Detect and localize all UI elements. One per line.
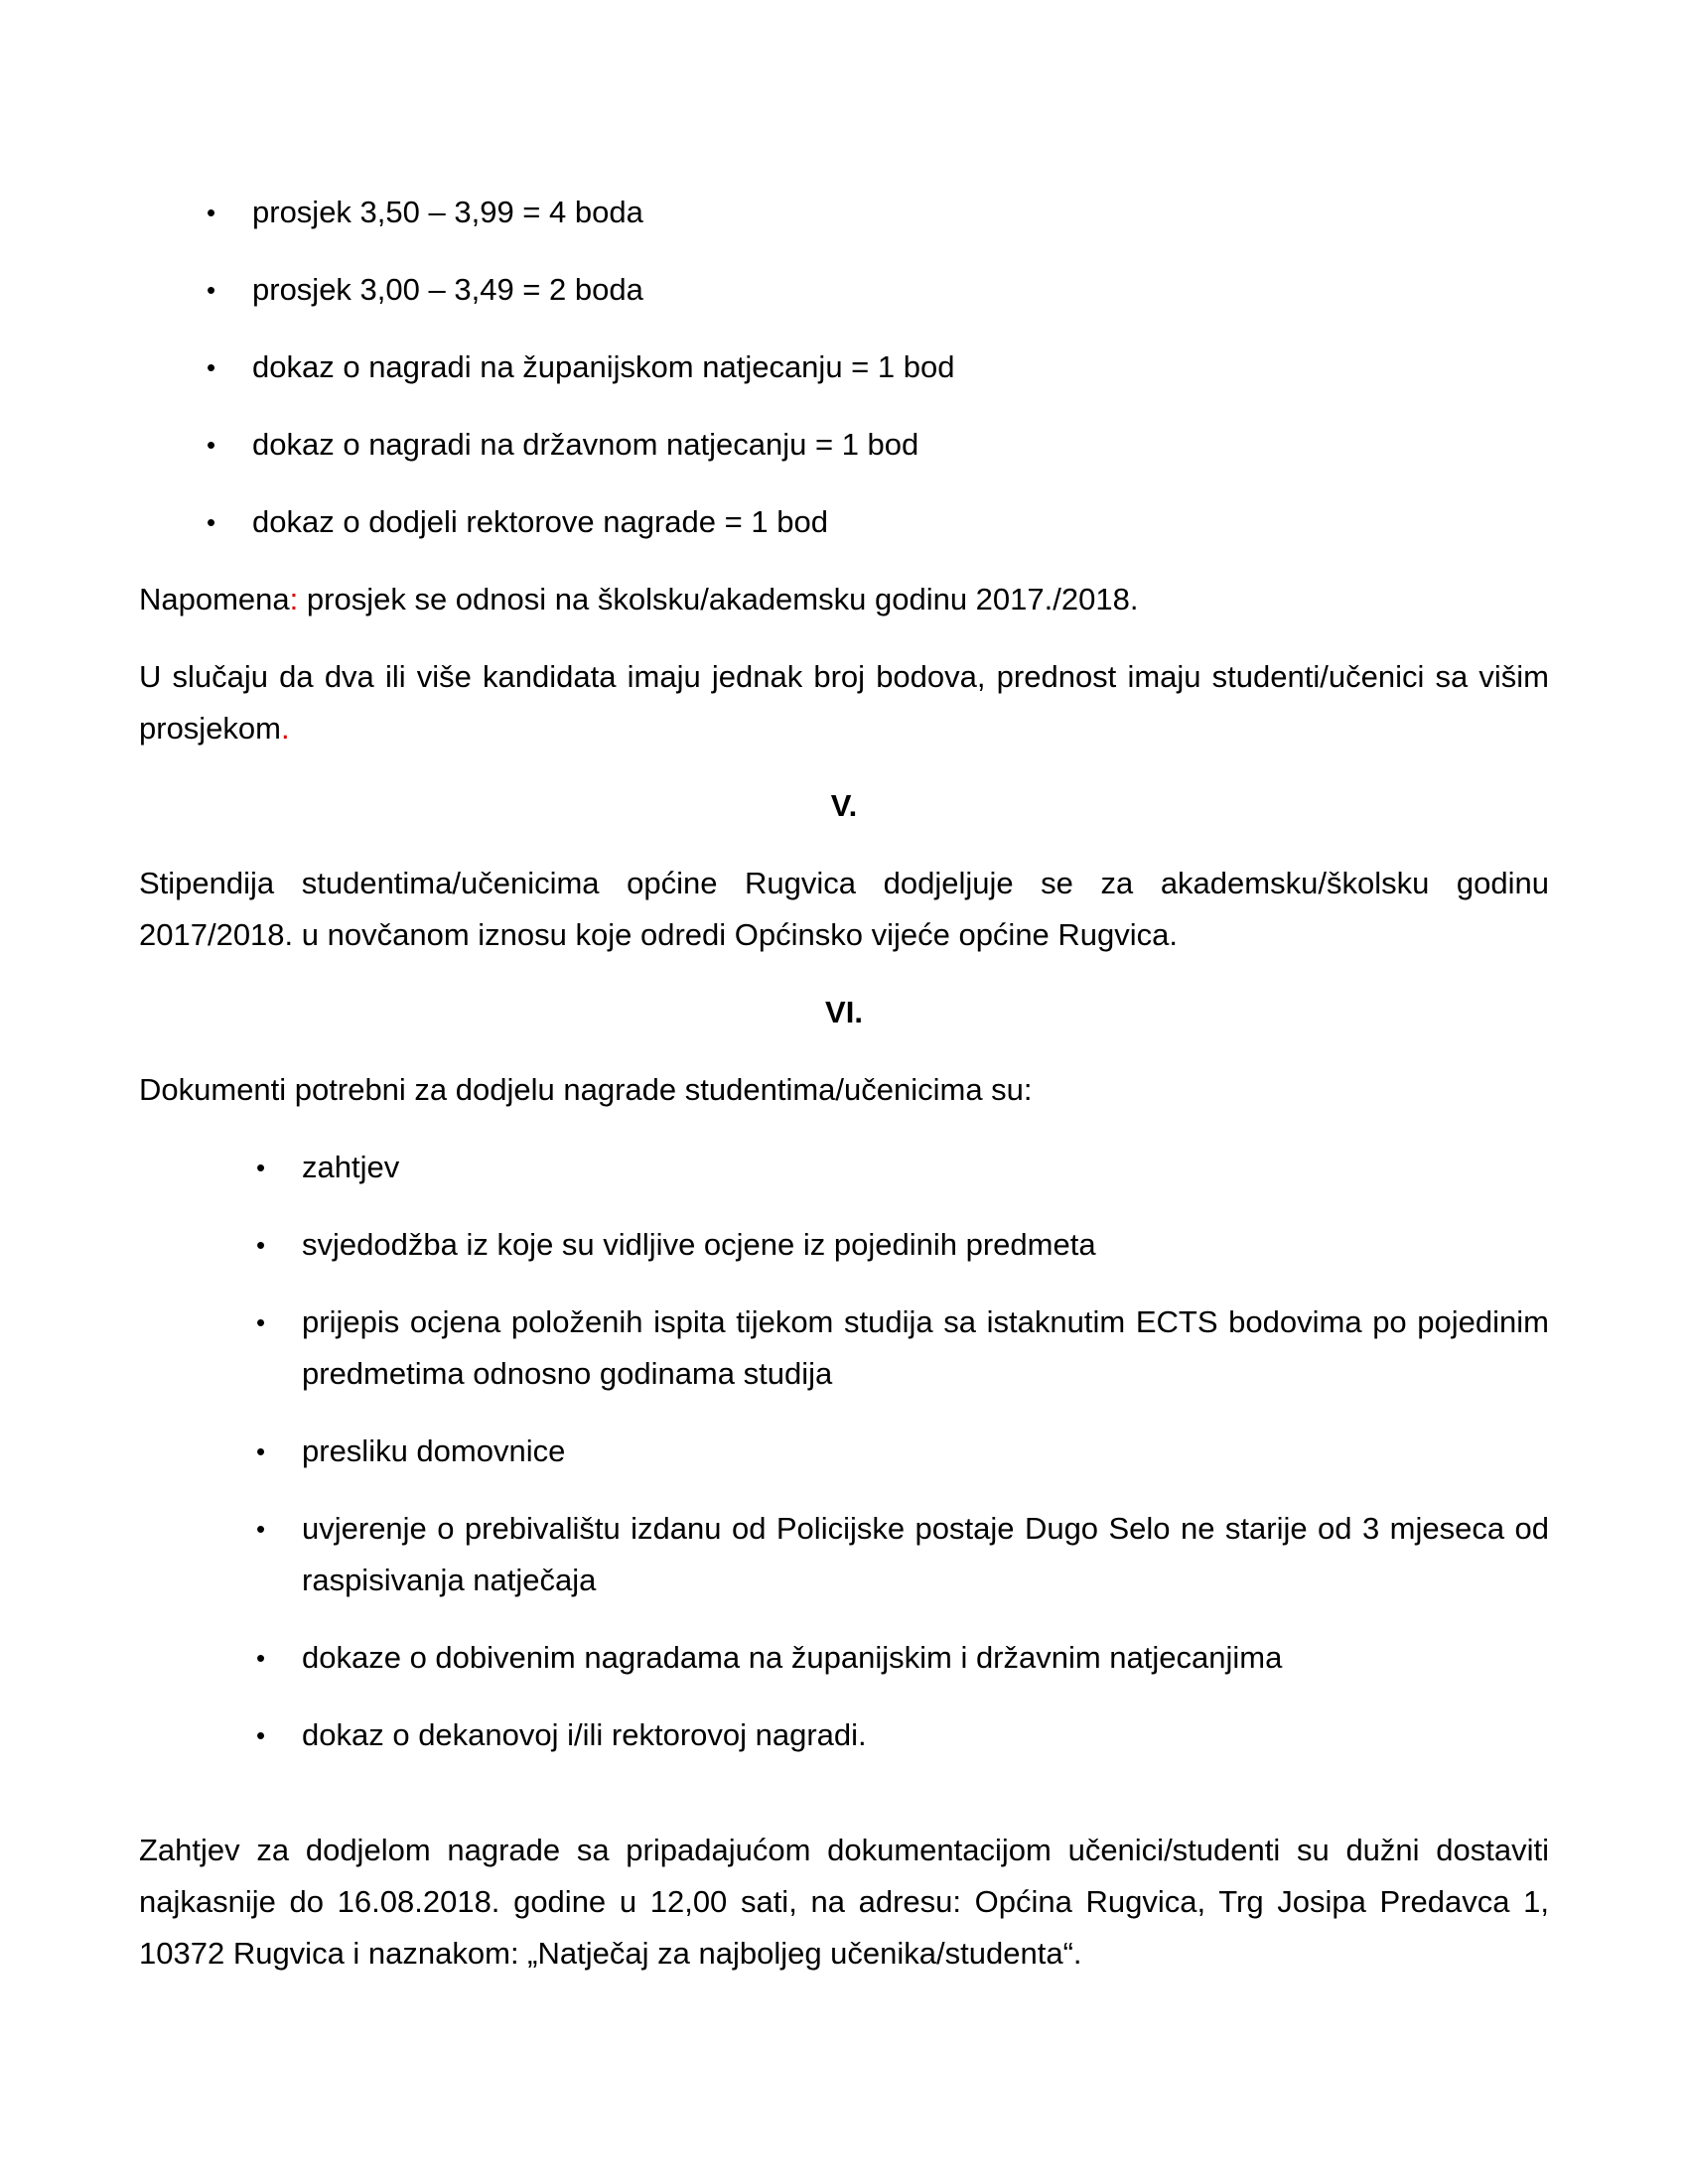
closing-paragraph: Zahtjev za dodjelom nagrade sa pripadajućom dokumentacijom učenici/studenti su dužni dostaviti najkasnije do 16.08.2018. godine u 12,00 sati, na adresu: Općina Rugvica, Trg Josipa Predavca 1, 10372 Rugvica i naznakom: „Natječaj za najboljeg učenika/studenta“. [139,1833,1549,1971]
bullet-icon: • [207,430,216,460]
document-item-text: uvjerenje o prebivalištu izdanu od Policijske postaje Dugo Selo ne starije od 3 mjeseca od raspisivanja natječaja [302,1511,1549,1597]
section-vi-heading: VI. [825,995,863,1029]
document-item-text: dokaz o dekanovoj i/ili rektorovoj nagradi. [302,1717,867,1752]
criteria-bullet-list [139,187,1549,548]
napomena-paragraph [139,574,1549,625]
bullet-icon: • [207,507,216,537]
tie-break-text: U slučaju da dva ili više kandidata imaju jednak broj bodova, prednost imaju studenti/učenici sa višim prosjekom [139,659,1549,746]
bullet-icon: • [207,352,216,382]
section-v-heading: V. [830,788,858,823]
bullet-icon: • [256,1307,266,1337]
bullet-icon: • [256,1643,266,1673]
list-item [139,187,1549,238]
tie-break-paragraph [139,651,1549,754]
documents-bullet-list [139,1142,1549,1761]
document-item-text: zahtjev [302,1150,400,1184]
document-item-text: presliku domovnice [302,1433,566,1468]
list-item [139,1142,1549,1193]
criteria-item-text: dokaz o dodjeli rektorove nagrade = 1 bod [252,504,828,539]
list-item [139,1297,1549,1400]
criteria-item-text: prosjek 3,50 – 3,99 = 4 boda [252,195,643,229]
document-item-text: svjedodžba iz koje su vidljive ocjene iz pojedinih predmeta [302,1227,1096,1262]
section-vi-intro: Dokumenti potrebni za dodjelu nagrade studentima/učenicima su: [139,1072,1033,1107]
document-item-text: prijepis ocjena položenih ispita tijekom studija sa istaknutim ECTS bodovima po pojedinim predmetima odnosno godinama studija [302,1304,1549,1391]
list-item [139,419,1549,471]
section-v-paragraph: Stipendija studentima/učenicima općine Rugvica dodjeljuje se za akademsku/školsku godinu 2017/2018. u novčanom iznosu koje odredi Općinsko vijeće općine Rugvica. [139,866,1549,952]
list-item [139,1503,1549,1606]
napomena-label: Napomena [139,582,290,616]
bullet-icon: • [256,1436,266,1466]
list-item [139,1632,1549,1684]
criteria-item-text: prosjek 3,00 – 3,49 = 2 boda [252,272,643,307]
bullet-icon: • [256,1153,266,1182]
tie-break-red-period: . [281,711,290,746]
bullet-icon: • [256,1514,266,1544]
list-item [139,341,1549,393]
criteria-item-text: dokaz o nagradi na županijskom natjecanju = 1 bod [252,349,955,384]
criteria-item-text: dokaz o nagradi na državnom natjecanju = 1 bod [252,427,919,462]
bullet-icon: • [256,1720,266,1750]
list-item [139,1426,1549,1477]
document-item-text: dokaze o dobivenim nagradama na županijskim i državnim natjecanjima [302,1640,1283,1675]
bullet-icon: • [256,1230,266,1260]
napomena-text: prosjek se odnosi na školsku/akademsku godinu 2017./2018. [298,582,1139,616]
bullet-icon: • [207,275,216,305]
list-item [139,1219,1549,1271]
list-item [139,496,1549,548]
bullet-icon: • [207,198,216,227]
napomena-red-colon: : [289,582,299,616]
list-item [139,1709,1549,1761]
list-item [139,264,1549,316]
